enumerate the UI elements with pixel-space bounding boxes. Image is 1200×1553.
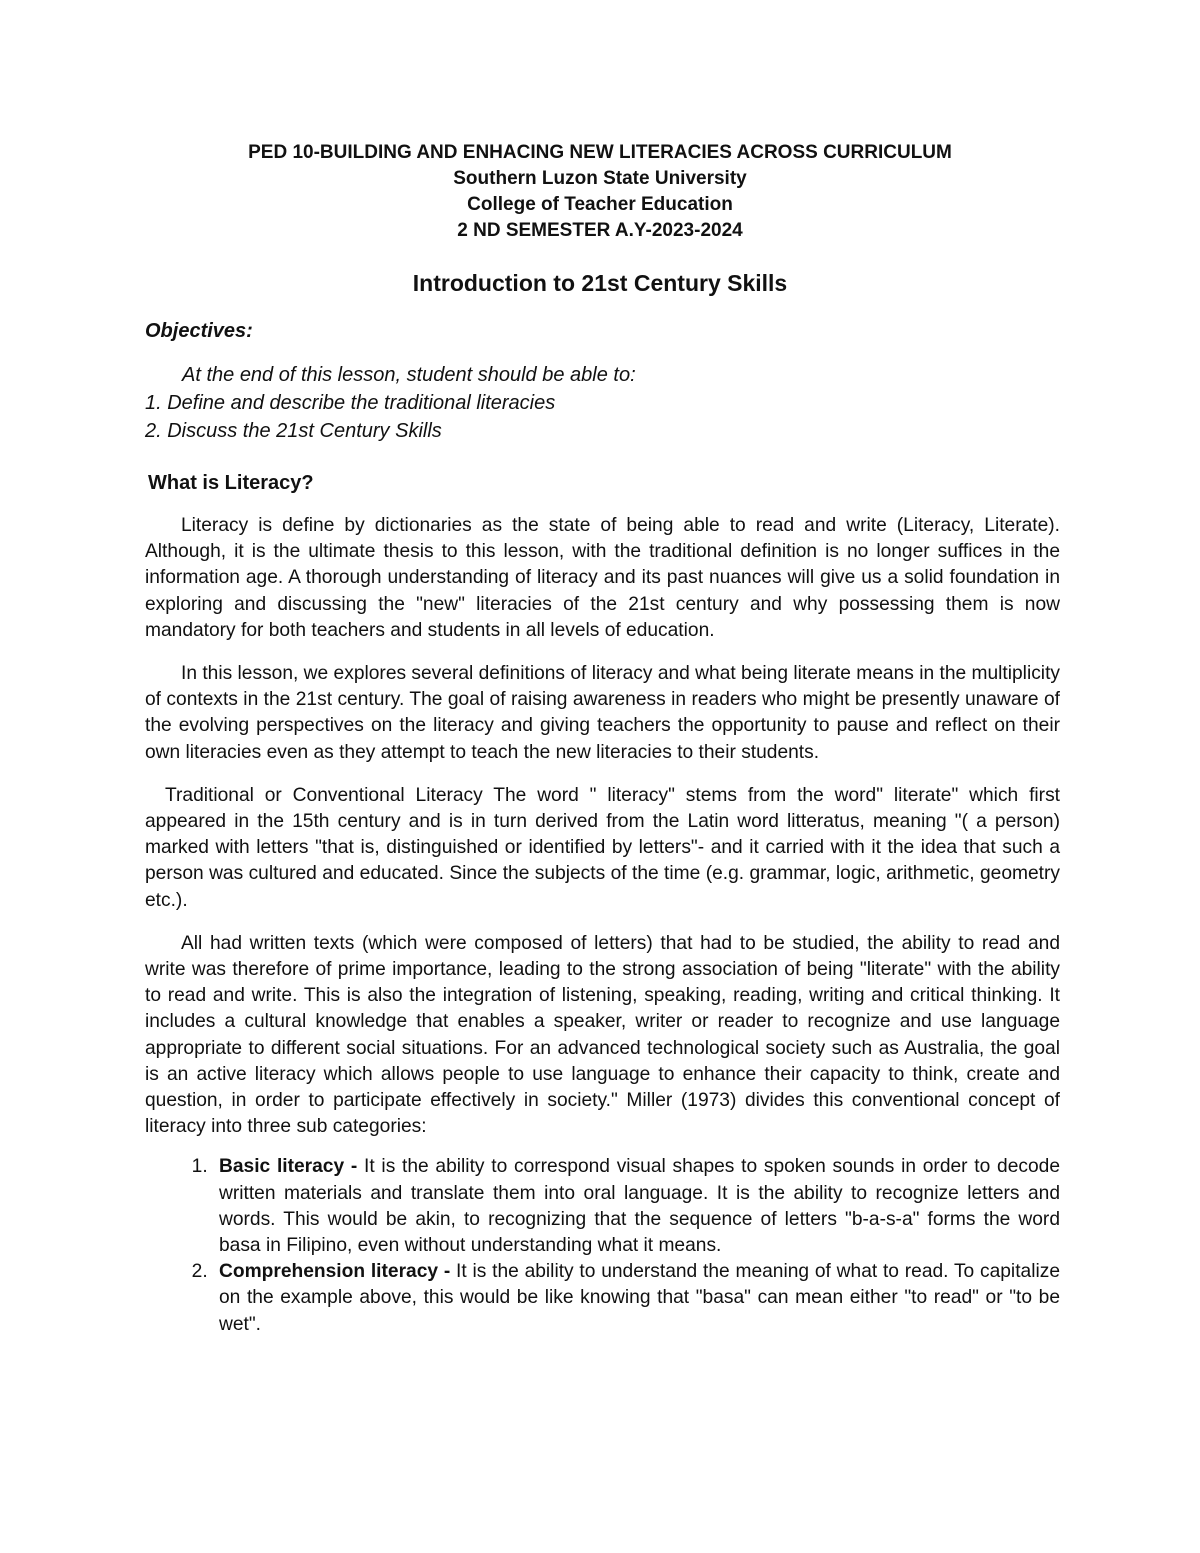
course-title: PED 10-BUILDING AND ENHACING NEW LITERACIES ACROSS CURRICULUM	[248, 142, 952, 163]
list-item-term: Comprehension literacy -	[219, 1261, 451, 1283]
lesson-title: Introduction to 21st Century Skills	[412, 270, 788, 296]
objectives-heading: Objectives:	[145, 320, 253, 342]
section-body	[145, 513, 1060, 1338]
paragraph: Literacy is define by dictionaries as the state of being able to read and write (Literacy, Literate). Although, it is the ultimate thesis to this lesson, with the traditional definition is no longer suffices in the information age. A thorough understanding of literacy and its past nuances will give us a solid foundation in exploring and discussing the "new" literacies of the 21st century and why possessing them is now mandatory for both teachers and students in all levels of education.	[145, 515, 1060, 641]
literacy-categories-list	[145, 1154, 1060, 1337]
semester-label: 2 ND SEMESTER A.Y-2023-2024	[457, 220, 743, 241]
objective-item: 1. Define and describe the traditional literacies	[145, 392, 556, 414]
objectives-intro: At the end of this lesson, student should be able to:	[182, 364, 636, 386]
college-name: College of Teacher Education	[467, 194, 733, 215]
list-item-text: It is the ability to correspond visual shapes to spoken sounds in order to decode written materials and translate them into oral language. It is the ability to recognize letters and words. This would be akin, to recognizing that the sequence of letters "b-a-s-a" forms the word basa in Filipino, even without understanding what it means.	[219, 1156, 1060, 1257]
list-item-term: Basic literacy -	[219, 1156, 358, 1178]
list-item-text: It is the ability to understand the meaning of what to read. To capitalize on the example above, this would be like knowing that "basa" can mean either "to read" or "to be wet".	[219, 1261, 1060, 1335]
paragraph: All had written texts (which were composed of letters) that had to be studied, the ability to read and write was therefore of prime importance, leading to the strong association of being "literate" with the ability to read and write. This is also the integration of listening, speaking, reading, writing and critical thinking. It includes a cultural knowledge that enables a speaker, writer or reader to recognize and use language appropriate to different social situations. For an advanced technological society such as Australia, the goal is an active literacy which allows people to use language to enhance their capacity to think, create and question, in order to participate effectively in society." Miller (1973) divides this conventional concept of literacy into three sub categories:	[145, 932, 1060, 1138]
list-item	[213, 1259, 1060, 1338]
list-item	[213, 1154, 1060, 1259]
university-name: Southern Luzon State University	[453, 168, 747, 189]
document-header	[0, 140, 1200, 244]
objective-item: 2. Discuss the 21st Century Skills	[145, 420, 442, 442]
section-heading: What is Literacy?	[148, 472, 314, 494]
paragraph: In this lesson, we explores several definitions of literacy and what being literate means in the multiplicity of contexts in the 21st century. The goal of raising awareness in readers who might be presently unaware of the evolving perspectives on the literacy and giving teachers the opportunity to pause and reflect on their own literacies even as they attempt to teach the new literacies to their students.	[145, 663, 1060, 763]
objectives-list	[145, 361, 1065, 445]
paragraph: Traditional or Conventional Literacy The word " literacy" stems from the word" literate" which first appeared in the 15th century and is in turn derived from the Latin word litteratus, meaning "( a person) marked with letters "that is, distinguished or identified by letters"- and it carried with it the idea that such a person was cultured and educated. Since the subjects of the time (e.g. grammar, logic, arithmetic, geometry etc.).	[145, 784, 1060, 911]
